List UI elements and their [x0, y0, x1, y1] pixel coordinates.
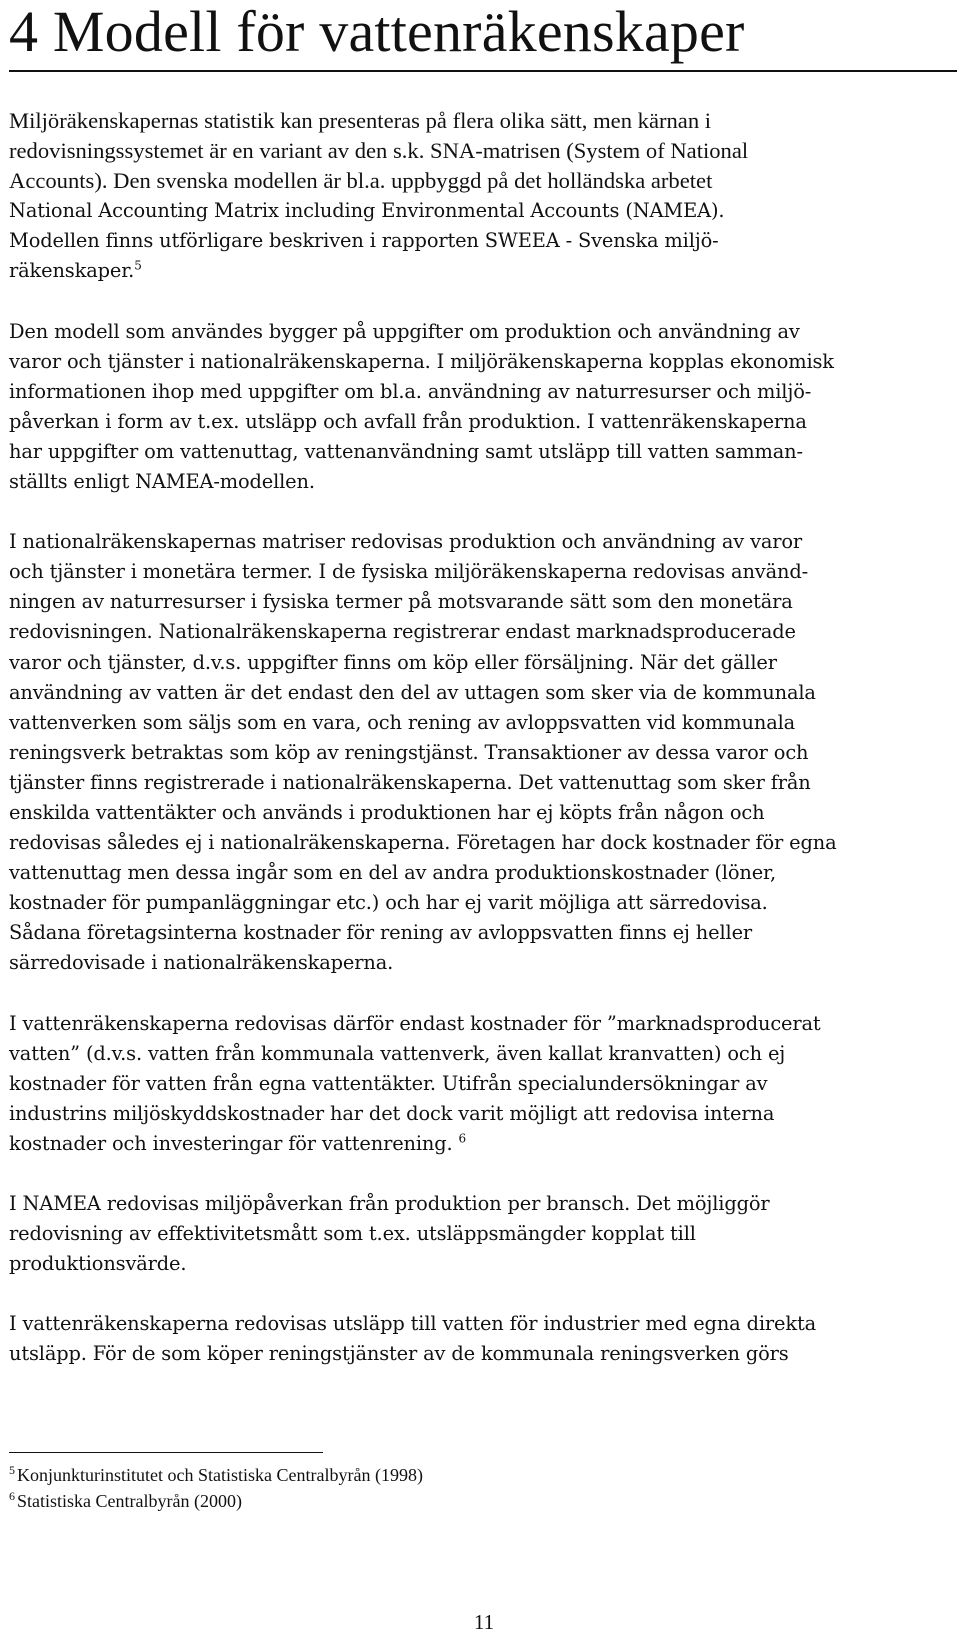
text-line — [9, 1129, 949, 1159]
heading-divider — [9, 70, 957, 72]
text-line: produktionsvärde. — [9, 1252, 187, 1276]
paragraph-2 — [9, 317, 949, 498]
text-line: vatten” (d.v.s. vatten från kommunala vattenverk, även kallat kranvatten) och ej — [9, 1041, 786, 1065]
page-title: 4 Modell för vattenräkenskaper — [9, 0, 745, 64]
text-line: I vattenräkenskaperna redovisas därför endast kostnader för ”marknadsproducerat — [9, 1011, 821, 1035]
paragraph-4 — [9, 1009, 949, 1159]
text-line: varor och tjänster i nationalräkenskaperna. I miljöräkenskaperna kopplas ekonomisk — [9, 349, 834, 373]
text-line: Den modell som användes bygger på uppgifter om produktion och användning av — [9, 319, 800, 343]
footnote-text: Konjunkturinstitutet och Statistiska Centralbyrån (1998) — [17, 1465, 423, 1485]
text-line: Accounts). Den svenska modellen är bl.a. uppbyggd på det holländska arbetet — [9, 168, 713, 194]
paragraph-6 — [9, 1309, 949, 1369]
text-line: och tjänster i monetära termer. I de fysiska miljöräkenskaperna redovisas använd- — [9, 560, 809, 584]
text-line: har uppgifter om vattenuttag, vattenanvändning samt utsläpp till vatten samman- — [9, 439, 803, 463]
text-line: kostnader för vatten från egna vattentäkter. Utifrån specialundersökningar av — [9, 1071, 768, 1095]
footnote-text: Statistiska Centralbyrån (2000) — [17, 1491, 242, 1511]
footnotes — [9, 1462, 423, 1514]
footnote-mark: 5 — [9, 1463, 15, 1477]
text-line: I nationalräkenskapernas matriser redovisas produktion och användning av varor — [9, 530, 803, 554]
text-line: industrins miljöskyddskostnader har det dock varit möjligt att redovisa interna — [9, 1101, 775, 1125]
text-line: särredovisade i nationalräkenskaperna. — [9, 951, 394, 975]
page-number: 11 — [473, 1610, 495, 1634]
text-line: redovisningen. Nationalräkenskaperna registrerar endast marknadsproducerade — [9, 620, 796, 644]
text-line: användning av vatten är det endast den del av uttagen som sker via de kommunala — [9, 680, 816, 704]
text-line: ställts enligt NAMEA-modellen. — [9, 470, 315, 494]
paragraph-3 — [9, 527, 949, 978]
text-line: reningsverk betraktas som köp av reningstjänst. Transaktioner av dessa varor och — [9, 740, 809, 764]
text-line: Sådana företagsinterna kostnader för rening av avloppsvatten finns ej heller — [9, 921, 753, 945]
text-line: ningen av naturresurser i fysiska termer på motsvarande sätt som den monetära — [9, 590, 793, 614]
footnote-item — [9, 1488, 423, 1514]
text-line: I NAMEA redovisas miljöpåverkan från produktion per bransch. Det möjliggör — [9, 1192, 770, 1215]
text-line: redovisas således ej i nationalräkenskaperna. Företagen har dock kostnader för egna — [9, 831, 837, 855]
paragraph-5 — [9, 1189, 949, 1279]
text-line: påverkan i form av t.ex. utsläpp och avfall från produktion. I vattenräkenskaperna — [9, 409, 807, 433]
text-line: kostnader för pumpanläggningar etc.) och har ej varit möjliga att särredovisa. — [9, 891, 768, 915]
footnote-ref: 6 — [458, 1131, 467, 1146]
text-line: enskilda vattentäkter och används i produktionen har ej köpts från någon och — [9, 800, 765, 824]
text-line: National Accounting Matrix including Environmental Accounts (NAMEA). — [9, 199, 725, 223]
footnote-mark: 6 — [9, 1489, 15, 1503]
text-line — [9, 256, 949, 286]
text-line: informationen ihop med uppgifter om bl.a. användning av naturresurser och miljö- — [9, 379, 812, 403]
text-line: vattenverken som säljs som en vara, och rening av avloppsvatten vid kommunala — [9, 710, 796, 734]
text-line: redovisningssystemet är en variant av den s.k. SNA-matrisen (System of National — [9, 138, 749, 164]
text-line: I vattenräkenskaperna redovisas utsläpp till vatten för industrier med egna direkta — [9, 1312, 816, 1336]
text-line: vattenuttag men dessa ingår som en del av andra produktionskostnader (löner, — [9, 861, 777, 885]
text-line: utsläpp. För de som köper reningstjänster av de kommunala reningsverken görs — [9, 1342, 789, 1366]
text-line: Miljöräkenskapernas statistik kan presenteras på flera olika sätt, men kärnan i — [9, 108, 712, 133]
text-line-content: räkenskaper. — [9, 259, 135, 283]
footnote-item — [9, 1462, 423, 1488]
footnote-ref: 5 — [134, 259, 142, 273]
text-line: tjänster finns registrerade i nationalräkenskaperna. Det vattenuttag som sker från — [9, 770, 811, 794]
footnote-divider — [9, 1452, 323, 1453]
text-line-content: kostnader och investeringar för vattenrening. — [9, 1131, 453, 1155]
text-line: Modellen finns utförligare beskriven i rapporten SWEEA - Svenska miljö- — [9, 229, 719, 253]
paragraph-1 — [9, 106, 949, 287]
text-line: varor och tjänster, d.v.s. uppgifter finns om köp eller försäljning. När det gäller — [9, 650, 777, 674]
body-text — [9, 106, 949, 1399]
text-line: redovisning av effektivitetsmått som t.ex. utsläppsmängder kopplat till — [9, 1222, 696, 1246]
